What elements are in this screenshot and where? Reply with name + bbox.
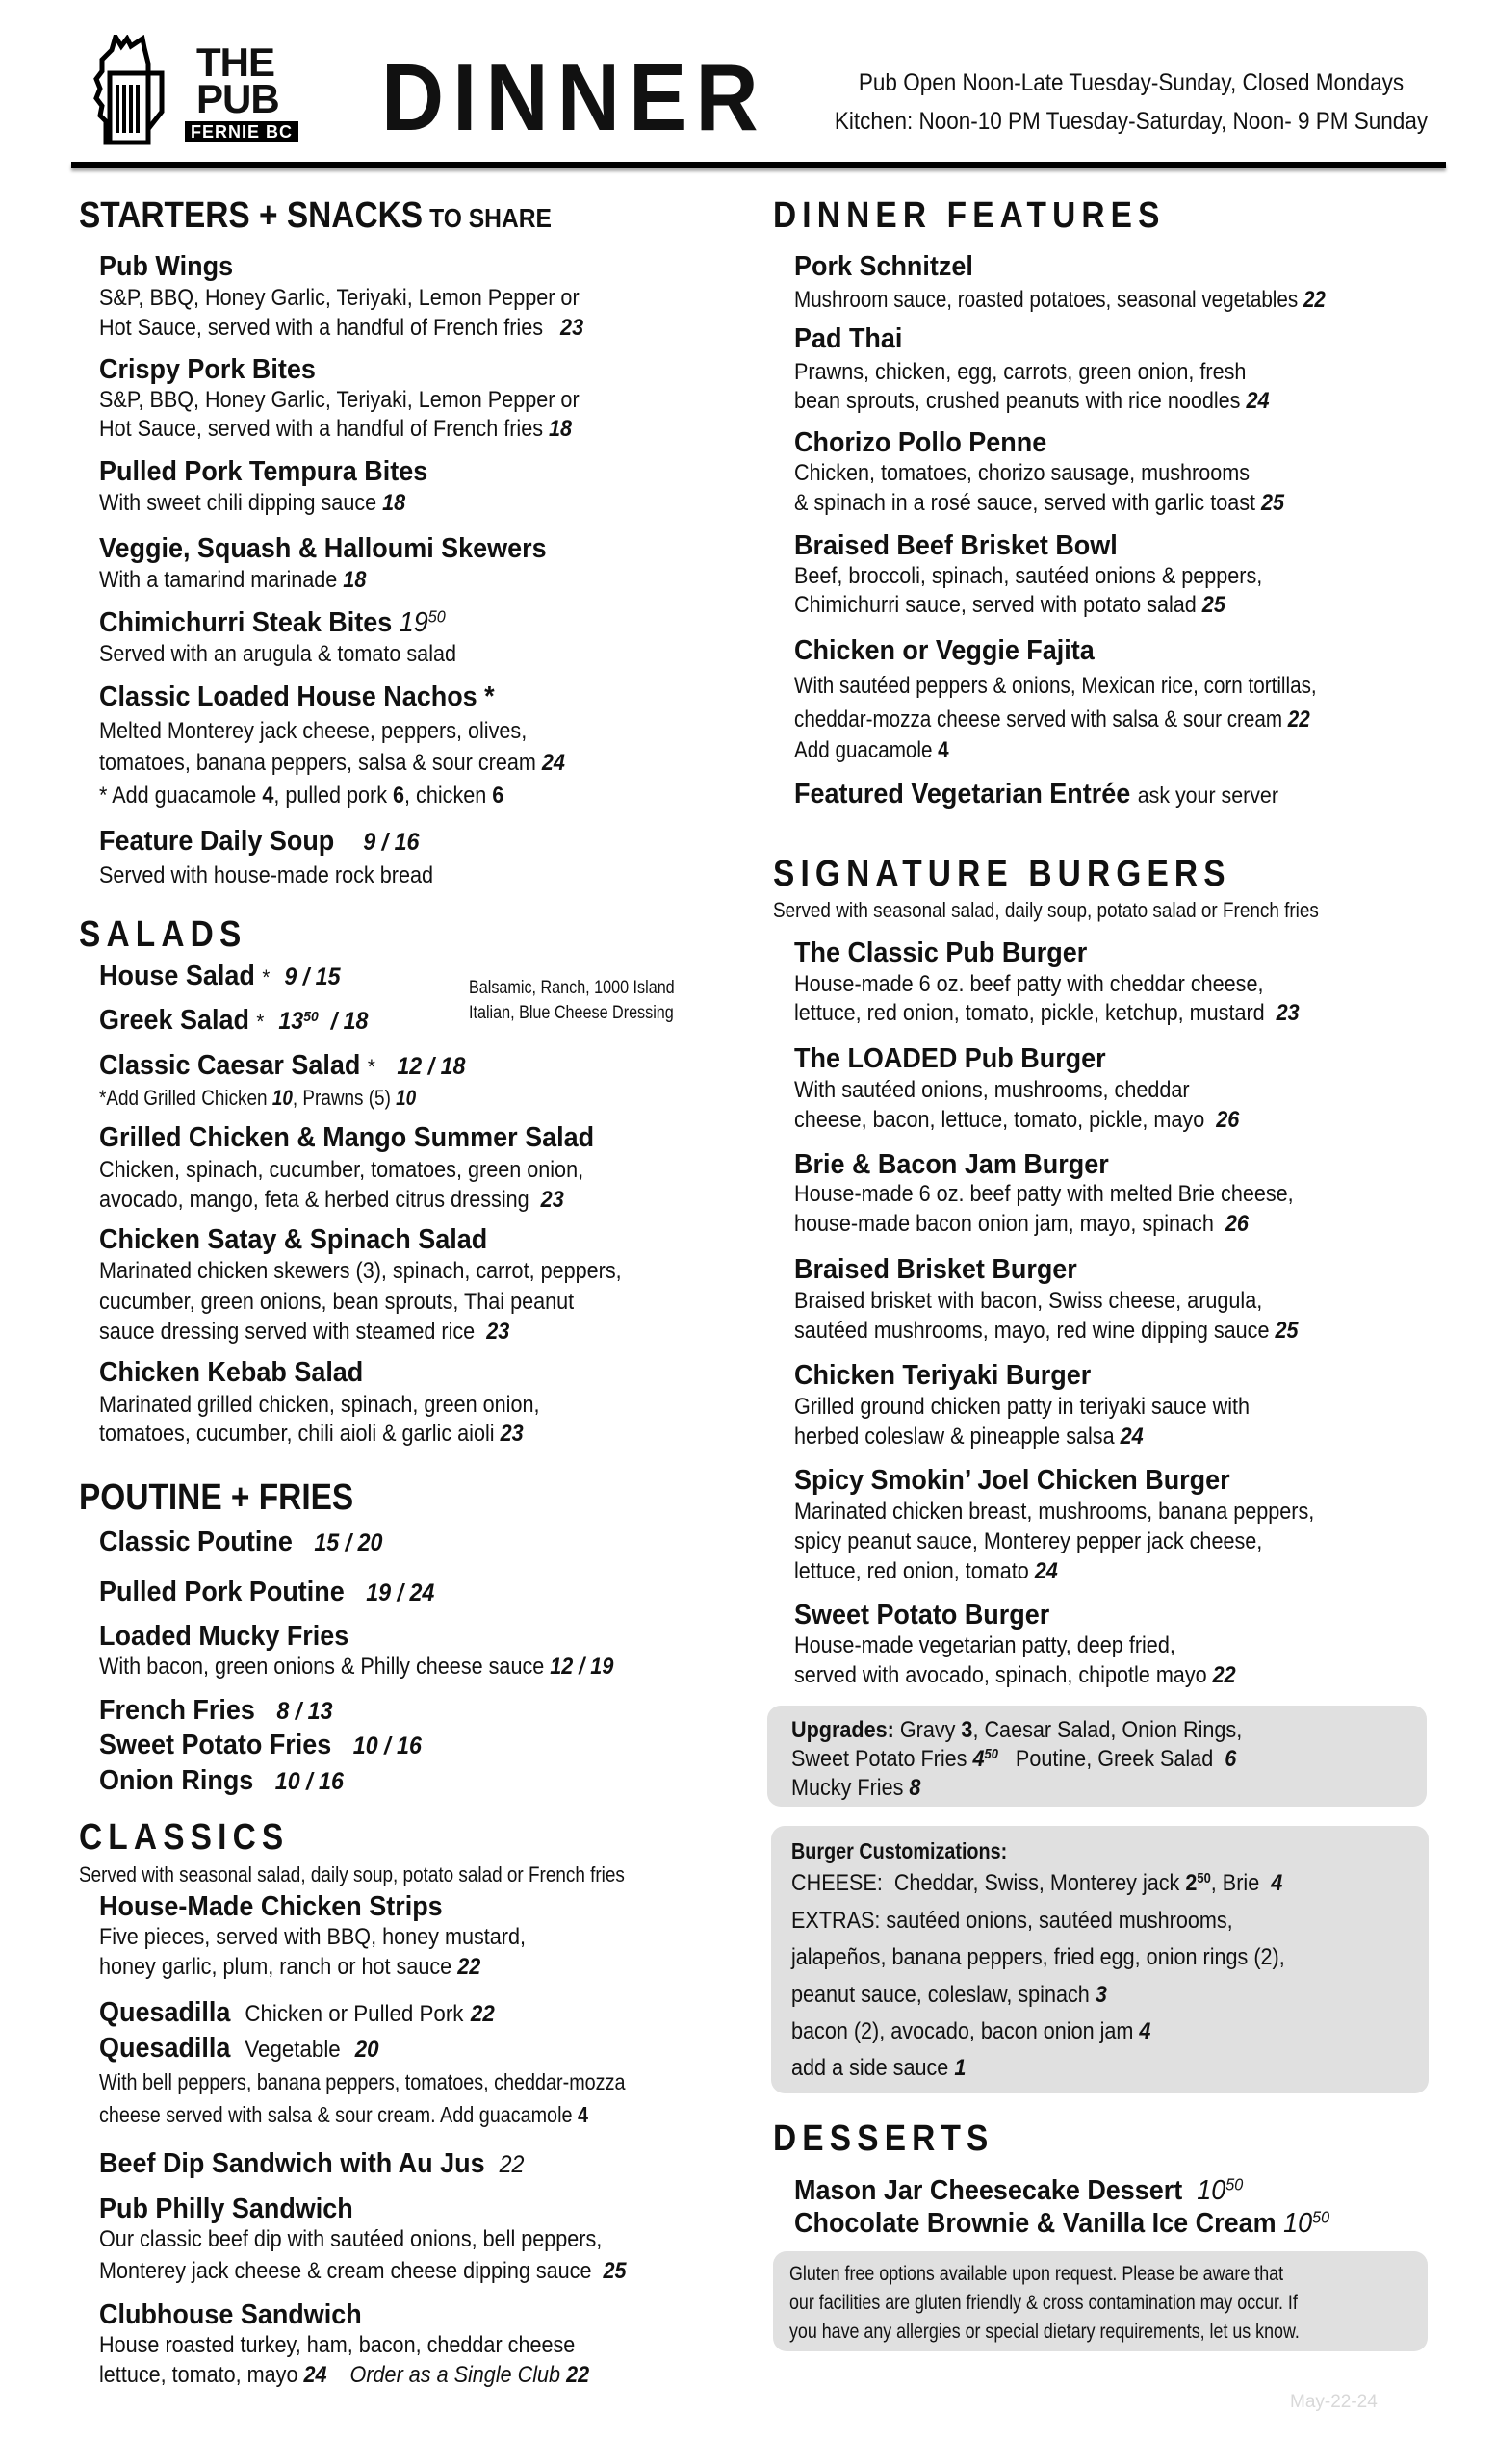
item-nachos-name: Classic Loaded House Nachos * — [99, 681, 495, 712]
item-mango-price: 23 — [540, 1187, 564, 1213]
item-caesar-addons: *Add Grilled Chicken 10, Prawns (5) 10 — [99, 1086, 417, 1110]
item-brisket-bowl-name: Braised Beef Brisket Bowl — [794, 530, 1118, 561]
item-philly-name: Pub Philly Sandwich — [99, 2194, 353, 2224]
item-kebab-desc: Marinated grilled chicken, spinach, green onion, — [99, 1392, 540, 1418]
item-spicy-burger-price: 24 — [1034, 1558, 1058, 1584]
item-quesadilla-desc: With bell peppers, banana peppers, tomatoes, cheddar-mozza — [99, 2069, 626, 2094]
gluten-line2: our facilities are gluten friendly & cross contamination may occur. If — [789, 2292, 1298, 2314]
item-tempura-price: 18 — [382, 490, 406, 516]
item-quesadilla-meat-price: 22 — [470, 2001, 495, 2027]
item-beefdip: Beef Dip Sandwich with Au Jus 22 — [99, 2148, 525, 2179]
item-chorizo-name: Chorizo Pollo Penne — [794, 427, 1047, 458]
item-mucky-name: Loaded Mucky Fries — [99, 1621, 349, 1652]
item-spicy-burger-desc: Marinated chicken breast, mushrooms, banana peppers, — [794, 1499, 1315, 1525]
item-kebab-desc2: tomatoes, cucumber, chili aioli & garlic aioli 23 — [99, 1421, 524, 1447]
item-skewers-desc: With a tamarind marinade 18 — [99, 567, 367, 593]
item-tempura-desc: With sweet chili dipping sauce 18 — [99, 490, 406, 516]
item-brisket-bowl-price: 25 — [1201, 592, 1225, 618]
item-sweetpotato-burger-name: Sweet Potato Burger — [794, 1600, 1050, 1630]
item-classic-burger-desc: House-made 6 oz. beef patty with cheddar cheese, — [794, 971, 1264, 997]
customizations-cheese: CHEESE: Cheddar, Swiss, Monterey jack $2^{50}$, Brie 4 — [791, 1870, 1283, 1896]
item-greek-salad-price: $13^{50} / 18$ — [278, 1008, 369, 1035]
section-classics: CLASSICS — [79, 1817, 290, 1858]
item-spicy-burger-name: Spicy Smokin’ Joel Chicken Burger — [794, 1465, 1230, 1496]
item-padthai-price: 24 — [1246, 388, 1270, 414]
item-philly-price: 25 — [603, 2258, 627, 2284]
item-sweetpotato-burger-desc: House-made vegetarian patty, deep fried, — [794, 1632, 1175, 1658]
item-teriyaki-burger-desc2: herbed coleslaw & pineapple salsa 24 — [794, 1424, 1144, 1450]
item-padthai-desc: Prawns, chicken, egg, carrots, green onion, fresh — [794, 359, 1247, 385]
item-brisket-burger-name: Braised Brisket Burger — [794, 1254, 1077, 1285]
item-caesar-salad: Classic Caesar Salad * 12 / 18 — [99, 1050, 466, 1081]
item-quesadilla-guac-price: 4 — [577, 2102, 588, 2127]
item-chorizo-desc2: & spinach in a rosé sauce, served with garlic toast 25 — [794, 490, 1285, 516]
item-steak-price: $19^{50}$ — [399, 606, 446, 638]
item-brownie-price: $10^{50}$ — [1283, 2207, 1330, 2239]
customizations-extras5: add a side sauce 1 — [791, 2055, 967, 2081]
item-skewers-name: Veggie, Squash & Halloumi Skewers — [99, 533, 547, 564]
item-strips-desc: Five pieces, served with BBQ, honey mustard, — [99, 1924, 526, 1950]
item-club-desc: House roasted turkey, ham, bacon, cheddar cheese — [99, 2332, 576, 2358]
item-spicy-burger-desc3: lettuce, red onion, tomato 24 — [794, 1558, 1058, 1584]
item-sweet-fries: Sweet Potato Fries 10 / 16 — [99, 1730, 422, 1760]
item-teriyaki-burger-name: Chicken Teriyaki Burger — [794, 1360, 1092, 1391]
customizations-extras4: bacon (2), avocado, bacon onion jam 4 — [791, 2018, 1151, 2044]
item-schnitzel-name: Pork Schnitzel — [794, 251, 973, 282]
item-caesar-price: 12 / 18 — [397, 1053, 466, 1080]
item-greek-salad: Greek Salad * $13^{50} / 18$ — [99, 1005, 369, 1036]
gluten-line3: you have any allergies or special dietary requirements, let us know. — [789, 2321, 1300, 2343]
item-club-name: Clubhouse Sandwich — [99, 2299, 362, 2330]
item-loaded-burger-desc: With sautéed onions, mushrooms, cheddar — [794, 1077, 1190, 1103]
item-french-fries-price: 8 / 13 — [276, 1698, 333, 1725]
item-kebab-price: 23 — [500, 1421, 524, 1447]
item-strips-desc2: honey garlic, plum, ranch or hot sauce 22 — [99, 1954, 481, 1980]
customizations-extras1: EXTRAS: sautéed onions, sautéed mushrooms, — [791, 1908, 1233, 1934]
item-padthai-desc2: bean sprouts, crushed peanuts with rice noodles 24 — [794, 388, 1270, 414]
item-sweetpotato-burger-price: 22 — [1212, 1662, 1236, 1688]
item-kebab-name: Chicken Kebab Salad — [99, 1357, 364, 1388]
item-french-fries: French Fries 8 / 13 — [99, 1695, 333, 1726]
menu-date: May-22-24 — [1290, 2392, 1378, 2412]
item-sweet-fries-price: 10 / 16 — [352, 1732, 422, 1759]
section-desserts: DESSERTS — [773, 2118, 994, 2159]
header-divider — [71, 162, 1446, 168]
item-club-desc2: lettuce, tomato, mayo 24 Order as a Single Club 22 — [99, 2362, 590, 2388]
item-pub-wings-price: 23 — [560, 315, 584, 341]
item-mango-salad-name: Grilled Chicken & Mango Summer Salad — [99, 1122, 595, 1153]
item-nachos-price: 24 — [541, 750, 565, 776]
gluten-line1: Gluten free options available upon request. Please be aware that — [789, 2263, 1284, 2285]
section-starters-title: STARTERS + SNACKS — [79, 195, 424, 236]
item-club-price: 24 — [303, 2362, 327, 2388]
item-brisket-burger-price: 25 — [1275, 1318, 1299, 1344]
item-pulled-poutine: Pulled Pork Poutine 19 / 24 — [99, 1577, 435, 1607]
item-classic-poutine: Classic Poutine 15 / 20 — [99, 1527, 383, 1557]
item-classic-burger-desc2: lettuce, red onion, tomato, pickle, ketchup, mustard 23 — [794, 1000, 1300, 1026]
item-house-salad-price: 9 / 15 — [284, 963, 341, 990]
item-soup-name: Feature Daily Soup 9 / 16 — [99, 826, 420, 857]
item-strips-price: 22 — [457, 1954, 481, 1980]
item-brie-burger-price: 26 — [1225, 1211, 1249, 1237]
item-brownie: Chocolate Brownie & Vanilla Ice Cream $10^{50}$ — [794, 2207, 1330, 2239]
dressings-line2: Italian, Blue Cheese Dressing — [469, 1003, 674, 1023]
classics-subtitle: Served with seasonal salad, daily soup, potato salad or French fries — [79, 1862, 625, 1886]
item-nachos-desc2: tomatoes, banana peppers, salsa & sour cream 24 — [99, 750, 565, 776]
item-crispy-pork-desc2: Hot Sauce, served with a handful of French fries 18 — [99, 416, 573, 442]
item-fajita-desc: With sautéed peppers & onions, Mexican rice, corn tortillas, — [794, 673, 1317, 699]
item-teriyaki-burger-desc: Grilled ground chicken patty in teriyaki sauce with — [794, 1394, 1251, 1420]
item-soup-desc: Served with house-made rock bread — [99, 862, 433, 888]
item-brie-burger-name: Brie & Bacon Jam Burger — [794, 1149, 1109, 1180]
upgrades-line2: Sweet Potato Fries $4^{50}$ Poutine, Greek Salad 6 — [791, 1746, 1237, 1772]
item-fajita-guac-price: 4 — [938, 737, 949, 763]
customizations-extras3: peanut sauce, coleslaw, spinach 3 — [791, 1982, 1107, 2008]
section-features: DINNER FEATURES — [773, 195, 1166, 236]
item-sweetpotato-burger-desc2: served with avocado, spinach, chipotle mayo 22 — [794, 1662, 1236, 1688]
item-chorizo-price: 25 — [1261, 490, 1285, 516]
item-satay-desc3: sauce dressing served with steamed rice 23 — [99, 1319, 510, 1345]
item-chorizo-desc: Chicken, tomatoes, chorizo sausage, mushrooms — [794, 460, 1251, 486]
item-skewers-price: 18 — [343, 567, 367, 593]
customizations-title: Burger Customizations: — [791, 1838, 1008, 1863]
item-classic-burger-name: The Classic Pub Burger — [794, 937, 1088, 968]
upgrades-line3: Mucky Fries 8 — [791, 1775, 921, 1801]
item-soup-price: 9 / 16 — [363, 829, 420, 856]
item-brisket-bowl-desc: Beef, broccoli, spinach, sautéed onions & peppers, — [794, 563, 1263, 589]
burgers-subtitle: Served with seasonal salad, daily soup, potato salad or French fries — [773, 898, 1319, 922]
item-cheesecake: Mason Jar Cheesecake Dessert $10^{50}$ — [794, 2174, 1244, 2206]
item-cheesecake-price: $10^{50}$ — [1197, 2174, 1244, 2206]
item-brie-burger-desc2: house-made bacon onion jam, mayo, spinach 26 — [794, 1211, 1249, 1237]
item-onion-rings-price: 10 / 16 — [274, 1768, 344, 1795]
item-brisket-burger-desc2: sautéed mushrooms, mayo, red wine dipping sauce 25 — [794, 1318, 1299, 1344]
item-house-salad: House Salad * 9 / 15 — [99, 961, 341, 991]
item-crispy-pork-desc: S&P, BBQ, Honey Garlic, Teriyaki, Lemon Pepper or — [99, 387, 580, 413]
logo-the: THE — [196, 39, 274, 85]
pub-logo — [92, 35, 327, 146]
logo-location: FERNIE BC — [185, 121, 298, 142]
item-steak-desc: Served with an arugula & tomato salad — [99, 641, 457, 667]
item-pub-wings-desc2: Hot Sauce, served with a handful of French fries 23 — [99, 315, 584, 341]
item-pulled-poutine-price: 19 / 24 — [366, 1579, 435, 1606]
item-pub-wings-desc: S&P, BBQ, Honey Garlic, Teriyaki, Lemon Pepper or — [99, 285, 580, 311]
item-mucky-desc: With bacon, green onions & Philly cheese sauce 12 / 19 — [99, 1654, 614, 1680]
section-starters — [79, 197, 552, 234]
item-loaded-burger-name: The LOADED Pub Burger — [794, 1043, 1106, 1074]
pub-hours: Pub Open Noon-Late Tuesday-Sunday, Closed Mondays — [858, 69, 1405, 96]
item-nachos-desc: Melted Monterey jack cheese, peppers, olives, — [99, 718, 528, 744]
item-satay-desc2: cucumber, green onions, bean sprouts, Thai peanut — [99, 1289, 575, 1315]
item-steak-name: Chimichurri Steak Bites $19^{50}$ — [99, 606, 446, 638]
item-quesadilla-meat: Quesadilla Chicken or Pulled Pork 22 — [99, 1997, 495, 2028]
item-quesadilla-veg-price: 20 — [354, 2037, 379, 2063]
item-schnitzel-price: 22 — [1303, 287, 1326, 313]
item-crispy-pork-price: 18 — [549, 416, 573, 442]
customizations-extras2: jalapeños, banana peppers, fried egg, onion rings (2), — [791, 1944, 1285, 1970]
item-classic-poutine-price: 15 / 20 — [314, 1529, 383, 1556]
item-fajita-price: 22 — [1287, 706, 1310, 732]
item-tempura-name: Pulled Pork Tempura Bites — [99, 456, 428, 487]
item-mango-desc2: avocado, mango, feta & herbed citrus dressing 23 — [99, 1187, 564, 1213]
item-crispy-pork-name: Crispy Pork Bites — [99, 354, 316, 385]
item-nachos-addons: * Add guacamole 4, pulled pork 6, chicken 6 — [99, 783, 504, 808]
upgrades-line1: Upgrades: Gravy 3, Caesar Salad, Onion Rings, — [791, 1717, 1243, 1743]
logo-pub: PUB — [196, 76, 279, 121]
item-club-single-price: 22 — [566, 2362, 590, 2388]
section-starters-subtitle: TO SHARE — [429, 203, 552, 233]
item-brisket-burger-desc: Braised brisket with bacon, Swiss cheese, arugula, — [794, 1288, 1263, 1314]
item-mango-desc: Chicken, spinach, cucumber, tomatoes, green onion, — [99, 1157, 584, 1183]
item-brisket-bowl-desc2: Chimichurri sauce, served with potato salad 25 — [794, 592, 1225, 618]
item-satay-desc: Marinated chicken skewers (3), spinach, carrot, peppers, — [99, 1258, 622, 1284]
item-teriyaki-burger-price: 24 — [1120, 1424, 1144, 1450]
item-beefdip-price: 22 — [499, 2151, 525, 2178]
section-salads: SALADS — [79, 914, 247, 955]
item-pub-wings-name: Pub Wings — [99, 251, 234, 282]
dressings-line1: Balsamic, Ranch, 1000 Island — [469, 978, 675, 998]
page-title: DINNER — [381, 44, 767, 150]
item-spicy-burger-desc2: spicy peanut sauce, Monterey pepper jack cheese, — [794, 1528, 1263, 1554]
section-burgers: SIGNATURE BURGERS — [773, 854, 1231, 894]
section-poutine: POUTINE + FRIES — [79, 1477, 354, 1518]
item-strips-name: House-Made Chicken Strips — [99, 1891, 443, 1922]
item-brie-burger-desc: House-made 6 oz. beef patty with melted Brie cheese, — [794, 1181, 1294, 1207]
item-satay-price: 23 — [486, 1319, 510, 1345]
item-loaded-burger-desc2: cheese, bacon, lettuce, tomato, pickle, mayo 26 — [794, 1107, 1240, 1133]
kitchen-hours: Kitchen: Noon-10 PM Tuesday-Saturday, Noon- 9 PM Sunday — [834, 108, 1429, 135]
item-quesadilla-veg: Quesadilla Vegetable 20 — [99, 2033, 379, 2064]
item-fajita-desc2: cheddar-mozza cheese served with salsa & sour cream 22 — [794, 706, 1310, 732]
item-quesadilla-desc2: cheese served with salsa & sour cream. Add guacamole 4 — [99, 2102, 588, 2127]
item-padthai-name: Pad Thai — [794, 323, 903, 354]
item-mucky-price: 12 / 19 — [550, 1654, 614, 1680]
upgrades-label: Upgrades: — [791, 1717, 894, 1743]
item-fajita-name: Chicken or Veggie Fajita — [794, 635, 1095, 666]
item-philly-desc2: Monterey jack cheese & cream cheese dipping sauce 25 — [99, 2258, 627, 2284]
item-onion-rings: Onion Rings 10 / 16 — [99, 1765, 344, 1796]
item-loaded-burger-price: 26 — [1216, 1107, 1240, 1133]
item-veg-entree: Featured Vegetarian Entrée ask your server — [794, 779, 1278, 809]
item-satay-name: Chicken Satay & Spinach Salad — [99, 1224, 488, 1255]
item-schnitzel-desc: Mushroom sauce, roasted potatoes, seasonal vegetables 22 — [794, 287, 1326, 313]
item-fajita-addon: Add guacamole 4 — [794, 737, 949, 763]
item-philly-desc: Our classic beef dip with sautéed onions, bell peppers, — [99, 2226, 603, 2252]
item-classic-burger-price: 23 — [1276, 1000, 1300, 1026]
